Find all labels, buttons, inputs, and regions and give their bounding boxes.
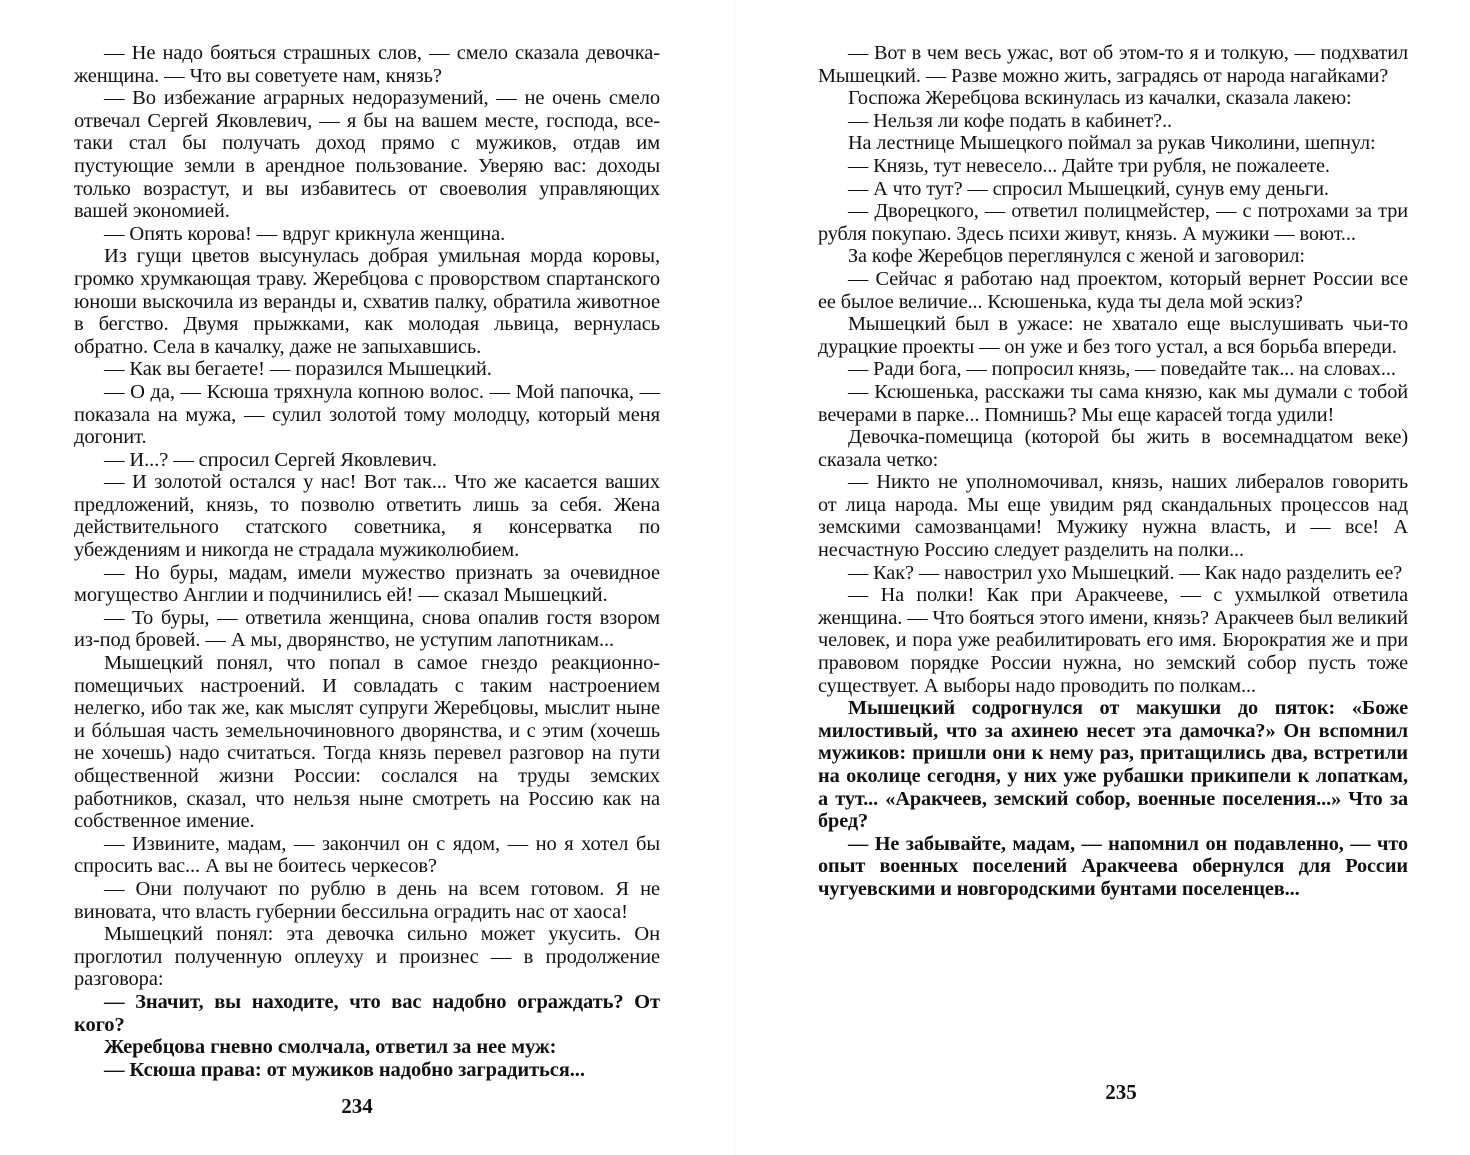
page-number-right: 235 <box>1105 1080 1137 1104</box>
paragraph: — И золотой остался у нас! Вот так... Что же касается ваших предложений, князь, то позволю ответить лишь за себя. Жена действительного статского советника, я консерватка по убеждениям и никогда не страдала мужиколюбием. <box>74 471 660 562</box>
paragraph: На лестнице Мышецкого поймал за рукав Чиколини, шепнул: <box>848 132 1376 155</box>
paragraph: За кофе Жеребцов переглянулся с женой и заговорил: <box>848 245 1305 268</box>
paragraph: — На полки! Как при Аракчееве, — с ухмылкой ответила женщина. — Что бояться этого имени, князь? Аракчеев был великий человек, и пора уже реабилитировать его имя. Бюрократия же и при правовом порядке России нужна, но земский собор пусть тоже существует. А выборы надо проводить по полкам... <box>818 584 1408 697</box>
paragraph: — Никто не уполномочивал, князь, наших либералов говорить от лица народа. Мы еще увидим ряд скандальных процессов над земскими самозванцами! Мужику нужна власть, и — все! А несчастную Россию следует разделить на полки... <box>818 471 1408 562</box>
paragraph: — Дворецкого, — ответил полицмейстер, — с потрохами за три рубля покупаю. Здесь психи живут, князь. А мужики — воют... <box>818 200 1408 245</box>
paragraph: — Сейчас я работаю над проектом, который вернет России все ее былое величие... Ксюшенька, куда ты дела мой эскиз? <box>818 267 1408 313</box>
paragraph: — Значит, вы находите, что вас надобно ограждать? От кого? <box>74 990 660 1036</box>
paragraph: — То буры, — ответила женщина, снова опалив гостя взором из-под бровей. — А мы, дворянство, не уступим лапотникам... <box>74 606 660 652</box>
paragraph: — Ксюша права: от мужиков надобно заградиться... <box>104 1058 585 1081</box>
paragraph: Жеребцова гневно смолчала, ответил за нее муж: <box>104 1036 557 1059</box>
paragraph: — Не забывайте, мадам, — напомнил он подавленно, — что опыт военных поселений Аракчеева обернулся для России чугуевскими и новгородскими бунтами поселенцев... <box>818 832 1408 900</box>
paragraph: Мышецкий содрогнулся от макушки до пяток: «Боже милостивый, что за ахинею несет эта дамочка?» Он вспомнил мужиков: пришли они к нему раз, притащились два, встретили на околице сегодня, у них уже рубашки прикипели к лопаткам, а тут... «Аракчеев, земский собор, военные поселения...» Что за бред? <box>818 697 1408 833</box>
paragraph: — И...? — спросил Сергей Яковлевич. <box>104 448 437 471</box>
paragraph: — Во избежание аграрных недоразумений, — не очень смело отвечал Сергей Яковлевич, — я бы на вашем месте, господа, все-таки стал бы получать доход прямо с мужиков, отдав им пустующие земли в арендное пользование. Уверяю вас: доходы только возрастут, и вы избавитесь от своеволия управляющих вашей экономией. <box>74 87 660 223</box>
paragraph: Мышецкий понял, что попал в самое гнездо реакционно-помещичьих настроений. И совладать с таким настроением нелегко, ибо так же, как мыслят супруги Жеребцовы, мыслит ныне и бóльшая часть земельночиновного дворянства, и с этим (хочешь не хочешь) надо считаться. Тогда князь перевел разговор на пути общественной жизни России: сослался на труды земских работников, сказал, что нельзя ныне смотреть на Россию как на собственное имение. <box>74 652 660 833</box>
paragraph: — Как вы бегаете! — поразился Мышецкий. <box>104 358 492 381</box>
page-number-left: 234 <box>341 1094 373 1118</box>
paragraph: — Вот в чем весь ужас, вот об этом-то я и толкую, — подхватил Мышецкий. — Разве можно жить, заградясь от народа нагайками? <box>818 42 1408 87</box>
paragraph: — Опять корова! — вдруг крикнула женщина. <box>104 222 506 245</box>
paragraph: — Ради бога, — попросил князь, — поведайте так... на словах... <box>848 358 1396 381</box>
paragraph: — Ксюшенька, расскажи ты сама князю, как мы думали с тобой вечерами в парке... Помнишь? Мы еще карасей тогда удили! <box>818 380 1408 426</box>
paragraph: Из гущи цветов высунулась добрая умильная морда коровы, громко хрумкающая траву. Жеребцова с проворством спартанского юноши выскочила из веранды и, схватив палку, обратила животное в бегство. Двумя прыжками, как молодая львица, вернулась обратно. Села в качалку, даже не запыхавшись. <box>74 245 660 358</box>
paragraph: — Князь, тут невесело... Дайте три рубля, не пожалеете. <box>848 154 1330 177</box>
right-page-text <box>818 42 1408 901</box>
right-page <box>818 42 1408 901</box>
paragraph: — О да, — Ксюша тряхнула копною волос. — Мой папочка, — показала на мужа, — сулил золотой тому молодцу, который меня догонит. <box>74 380 660 449</box>
paragraph: Мышецкий понял: эта девочка сильно может укусить. Он проглотил полученную оплеуху и произнес — в продолжение разговора: <box>74 923 660 991</box>
paragraph: Мышецкий был в ужасе: не хватало еще выслушивать чьи-то дурацкие проекты — он уже и без того устал, а вся борьба впереди. <box>818 313 1408 358</box>
left-page <box>74 42 660 1081</box>
paragraph: — Но буры, мадам, имели мужество признать за очевидное могущество Англии и подчинились ей! — сказал Мышецкий. <box>74 561 660 607</box>
paragraph: — Нельзя ли кофе подать в кабинет?.. <box>848 109 1173 132</box>
page-gutter <box>734 0 736 1155</box>
paragraph: Девочка-помещица (которой бы жить в восемнадцатом веке) сказала четко: <box>818 426 1408 471</box>
paragraph: — Они получают по рублю в день на всем готовом. Я не виновата, что власть губернии бессильна оградить нас от хаоса! <box>74 877 660 923</box>
paragraph: — А что тут? — спросил Мышецкий, сунув ему деньги. <box>848 177 1329 200</box>
paragraph: — Как? — навострил ухо Мышецкий. — Как надо разделить ее? <box>848 561 1403 584</box>
paragraph: — Извините, мадам, — закончил он с ядом, — но я хотел бы спросить вас... А вы не боитесь черкесов? <box>74 832 660 878</box>
paragraph: Госпожа Жеребцова вскинулась из качалки, сказала лакею: <box>848 87 1352 110</box>
paragraph: — Не надо бояться страшных слов, — смело сказала девочка-женщина. — Что вы советуете нам, князь? <box>74 42 660 87</box>
left-page-text <box>74 42 660 1081</box>
